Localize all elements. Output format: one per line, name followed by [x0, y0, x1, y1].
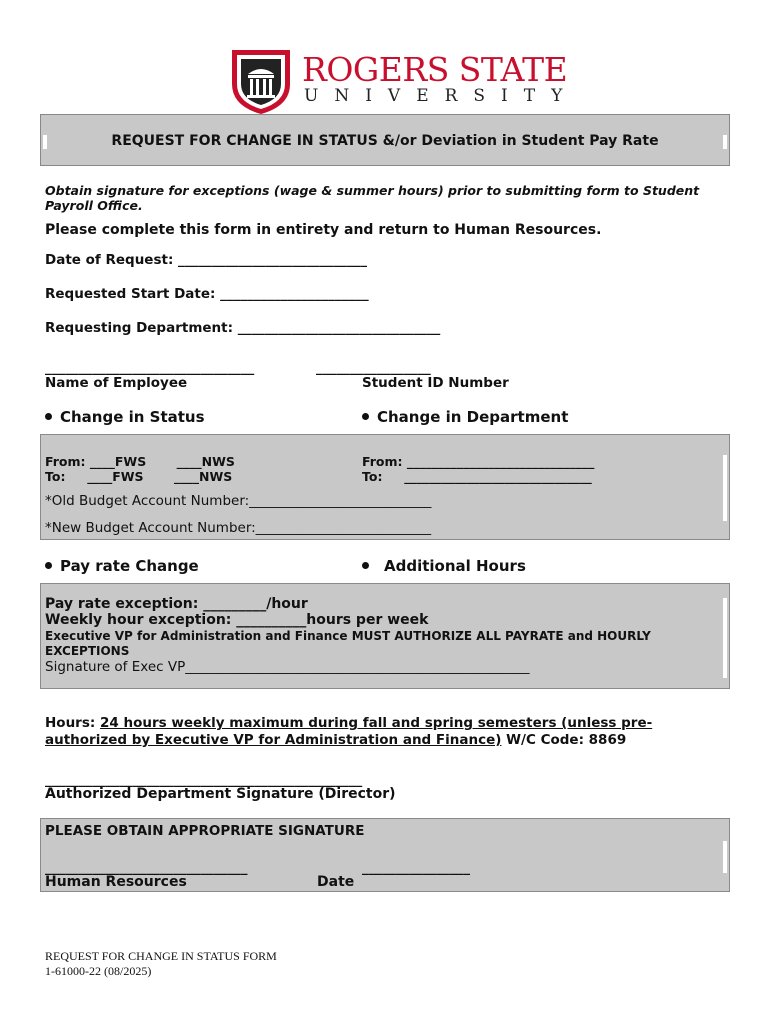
bullet-icon: [45, 413, 52, 420]
requesting-department-field[interactable]: Requesting Department: ______________________________: [45, 320, 441, 336]
director-signature-line[interactable]: _______________________________________________: [45, 772, 363, 788]
date-of-request-field[interactable]: Date of Request: ____________________________: [45, 252, 368, 268]
old-budget-account-field[interactable]: *Old Budget Account Number:___________________________: [45, 493, 432, 509]
status-from-row[interactable]: From: ____FWS ____NWS: [45, 454, 235, 469]
hr-date-line[interactable]: ________________: [362, 860, 470, 876]
department-to-field[interactable]: To: ______________________________: [362, 469, 592, 484]
italic-note: Obtain signature for exceptions (wage & summer hours) prior to submitting form to Student Payroll Office.: [45, 183, 700, 213]
bullet-icon: [45, 562, 52, 569]
additional-hours-option[interactable]: [362, 557, 526, 575]
employee-name-line[interactable]: _______________________________: [45, 360, 255, 376]
department-from-field[interactable]: From: ______________________________: [362, 454, 595, 469]
pay-rate-exception-field[interactable]: Pay rate exception: _________/hour: [45, 596, 308, 612]
name-of-employee-label: Name of Employee: [45, 375, 188, 391]
bullet-icon: [362, 413, 369, 420]
student-id-label: Student ID Number: [362, 375, 509, 391]
obtain-signature-heading: PLEASE OBTAIN APPROPRIATE SIGNATURE: [45, 823, 365, 839]
change-in-status-label: Change in Status: [60, 408, 205, 426]
footer-form-name: REQUEST FOR CHANGE IN STATUS FORM: [45, 949, 277, 963]
new-budget-account-field[interactable]: *New Budget Account Number:__________________________: [45, 520, 432, 536]
change-in-status-option[interactable]: [45, 408, 205, 426]
date-label: Date: [317, 874, 355, 890]
human-resources-label: Human Resources: [45, 874, 187, 890]
weekly-hour-exception-field[interactable]: Weekly hour exception: __________hours per week: [45, 612, 429, 628]
box-edge-right: [723, 841, 727, 873]
wc-code: W/C Code: 8869: [501, 732, 627, 748]
box-edge-right: [723, 455, 727, 521]
pay-rate-change-option[interactable]: [45, 557, 199, 575]
hr-signature-line[interactable]: ______________________________: [45, 860, 248, 876]
university-logo: [228, 44, 579, 116]
director-signature-label: Authorized Department Signature (Director): [45, 786, 396, 802]
student-id-line[interactable]: _________________: [316, 360, 431, 376]
change-in-department-label: Change in Department: [377, 408, 569, 426]
pay-rate-change-label: Pay rate Change: [60, 557, 199, 575]
requested-start-date-field[interactable]: Requested Start Date: ______________________: [45, 286, 369, 302]
additional-hours-label: Additional Hours: [384, 557, 526, 575]
box-edge-right: [723, 598, 727, 678]
logo-wordmark: ROGERS STATE: [302, 50, 568, 89]
footer-form-code: 1-61000-22 (08/2025): [45, 964, 152, 978]
hours-note: [45, 715, 685, 749]
hours-label: Hours:: [45, 715, 100, 731]
exec-vp-authorization-note: Executive VP for Administration and Finance MUST AUTHORIZE ALL PAYRATE and HOURLY EXCEPTIONS: [45, 629, 651, 658]
instruction-text: Please complete this form in entirety and return to Human Resources.: [45, 222, 602, 238]
bullet-icon: [362, 562, 369, 569]
hours-maximum-text: 24 hours weekly maximum during fall and spring semesters (unless pre-authorized by Executive VP for Administration and Finance): [45, 715, 653, 748]
logo-subtitle: UNIVERSITY: [304, 86, 579, 106]
exec-vp-signature-field[interactable]: Signature of Exec VP___________________________________________________: [45, 659, 530, 675]
page-title: REQUEST FOR CHANGE IN STATUS &/or Deviation in Student Pay Rate: [111, 133, 659, 149]
change-in-department-option[interactable]: [362, 408, 568, 426]
status-to-row[interactable]: To: ____FWS ____NWS: [45, 469, 233, 484]
university-seal-icon: [228, 44, 294, 116]
title-bar: [40, 114, 730, 166]
